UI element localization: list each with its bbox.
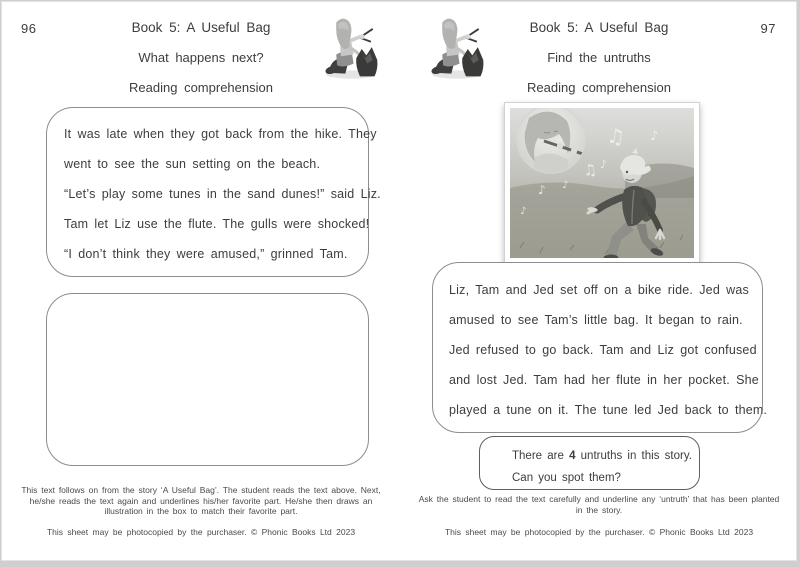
story-line: “Let’s play some tunes in the sand dunes!” said Liz. — [64, 187, 381, 201]
story-line: played a tune on it. The tune led Jed back to them. — [449, 403, 768, 417]
instruction-line: Ask the student to read the text carefully and underline any ‘untruth’ that has been planted — [418, 494, 780, 504]
activity-title: What happens next? — [138, 50, 264, 65]
story-line: and lost Jed. Tam had her flute in her pocket. She — [449, 373, 759, 387]
page-number: 96 — [21, 21, 37, 36]
svg-text:♪: ♪ — [538, 183, 546, 197]
story-line: Jed refused to go back. Tam and Liz got confused — [449, 343, 757, 357]
girl-with-bag-illustration — [424, 15, 486, 83]
girl-with-bag-illustration — [318, 15, 380, 83]
story-scene-frame — [504, 102, 700, 265]
story-line: Liz, Tam and Jed set off on a bike ride. Jed was — [449, 283, 749, 297]
instruction-line: illustration in the box to match their favorite part. — [104, 506, 298, 516]
instruction-line: This text follows on from the story ‘A Useful Bag’. The student reads the text above. Next, — [21, 485, 381, 495]
drawing-box — [46, 293, 369, 466]
instruction-line: he/she reads the text again and underlines his/her favorite part. He/she then draws an — [29, 495, 373, 506]
copyright-notice: This sheet may be photocopied by the purchaser. © Phonic Books Ltd 2023 — [46, 527, 356, 537]
page-number: 97 — [760, 21, 776, 36]
story-line: went to see the sun setting on the beach. — [64, 157, 321, 171]
story-line: It was late when they got back from the hike. They — [64, 127, 377, 141]
teacher-instructions — [400, 494, 797, 515]
story-line: Tam let Liz use the flute. The gulls were shocked! — [64, 217, 370, 231]
story-text-box — [46, 107, 381, 277]
svg-text:♪: ♪ — [650, 129, 659, 144]
svg-text:♫: ♫ — [605, 123, 627, 150]
untruths-question-line: Can you spot them? — [512, 472, 621, 484]
section-title: Reading comprehension — [129, 80, 273, 95]
page-97 — [400, 2, 797, 560]
instruction-line: in the story. — [575, 504, 623, 515]
story-line: amused to see Tam’s little bag. It began to rain. — [449, 313, 743, 327]
copyright-notice: This sheet may be photocopied by the purchaser. © Phonic Books Ltd 2023 — [444, 527, 754, 537]
svg-text:♪: ♪ — [562, 180, 569, 191]
teacher-instructions — [2, 485, 400, 517]
untruths-count-line: There are 4 untruths in this story. — [512, 450, 692, 462]
story-scene-illustration — [510, 108, 694, 258]
page-96 — [2, 2, 400, 560]
svg-text:♪: ♪ — [520, 206, 527, 217]
activity-title: Find the untruths — [547, 50, 651, 65]
section-title: Reading comprehension — [527, 80, 671, 95]
svg-text:♪: ♪ — [600, 158, 608, 171]
untruths-prompt-box — [479, 436, 700, 490]
story-line: “I don’t think they were amused,” grinned Tam. — [64, 247, 348, 261]
book-title: Book 5: A Useful Bag — [529, 20, 669, 35]
untruths-count: 4 — [569, 450, 576, 462]
svg-text:♫: ♫ — [582, 160, 598, 180]
story-text-box — [432, 262, 768, 433]
worksheet-spread — [1, 1, 797, 561]
book-title: Book 5: A Useful Bag — [131, 20, 271, 35]
